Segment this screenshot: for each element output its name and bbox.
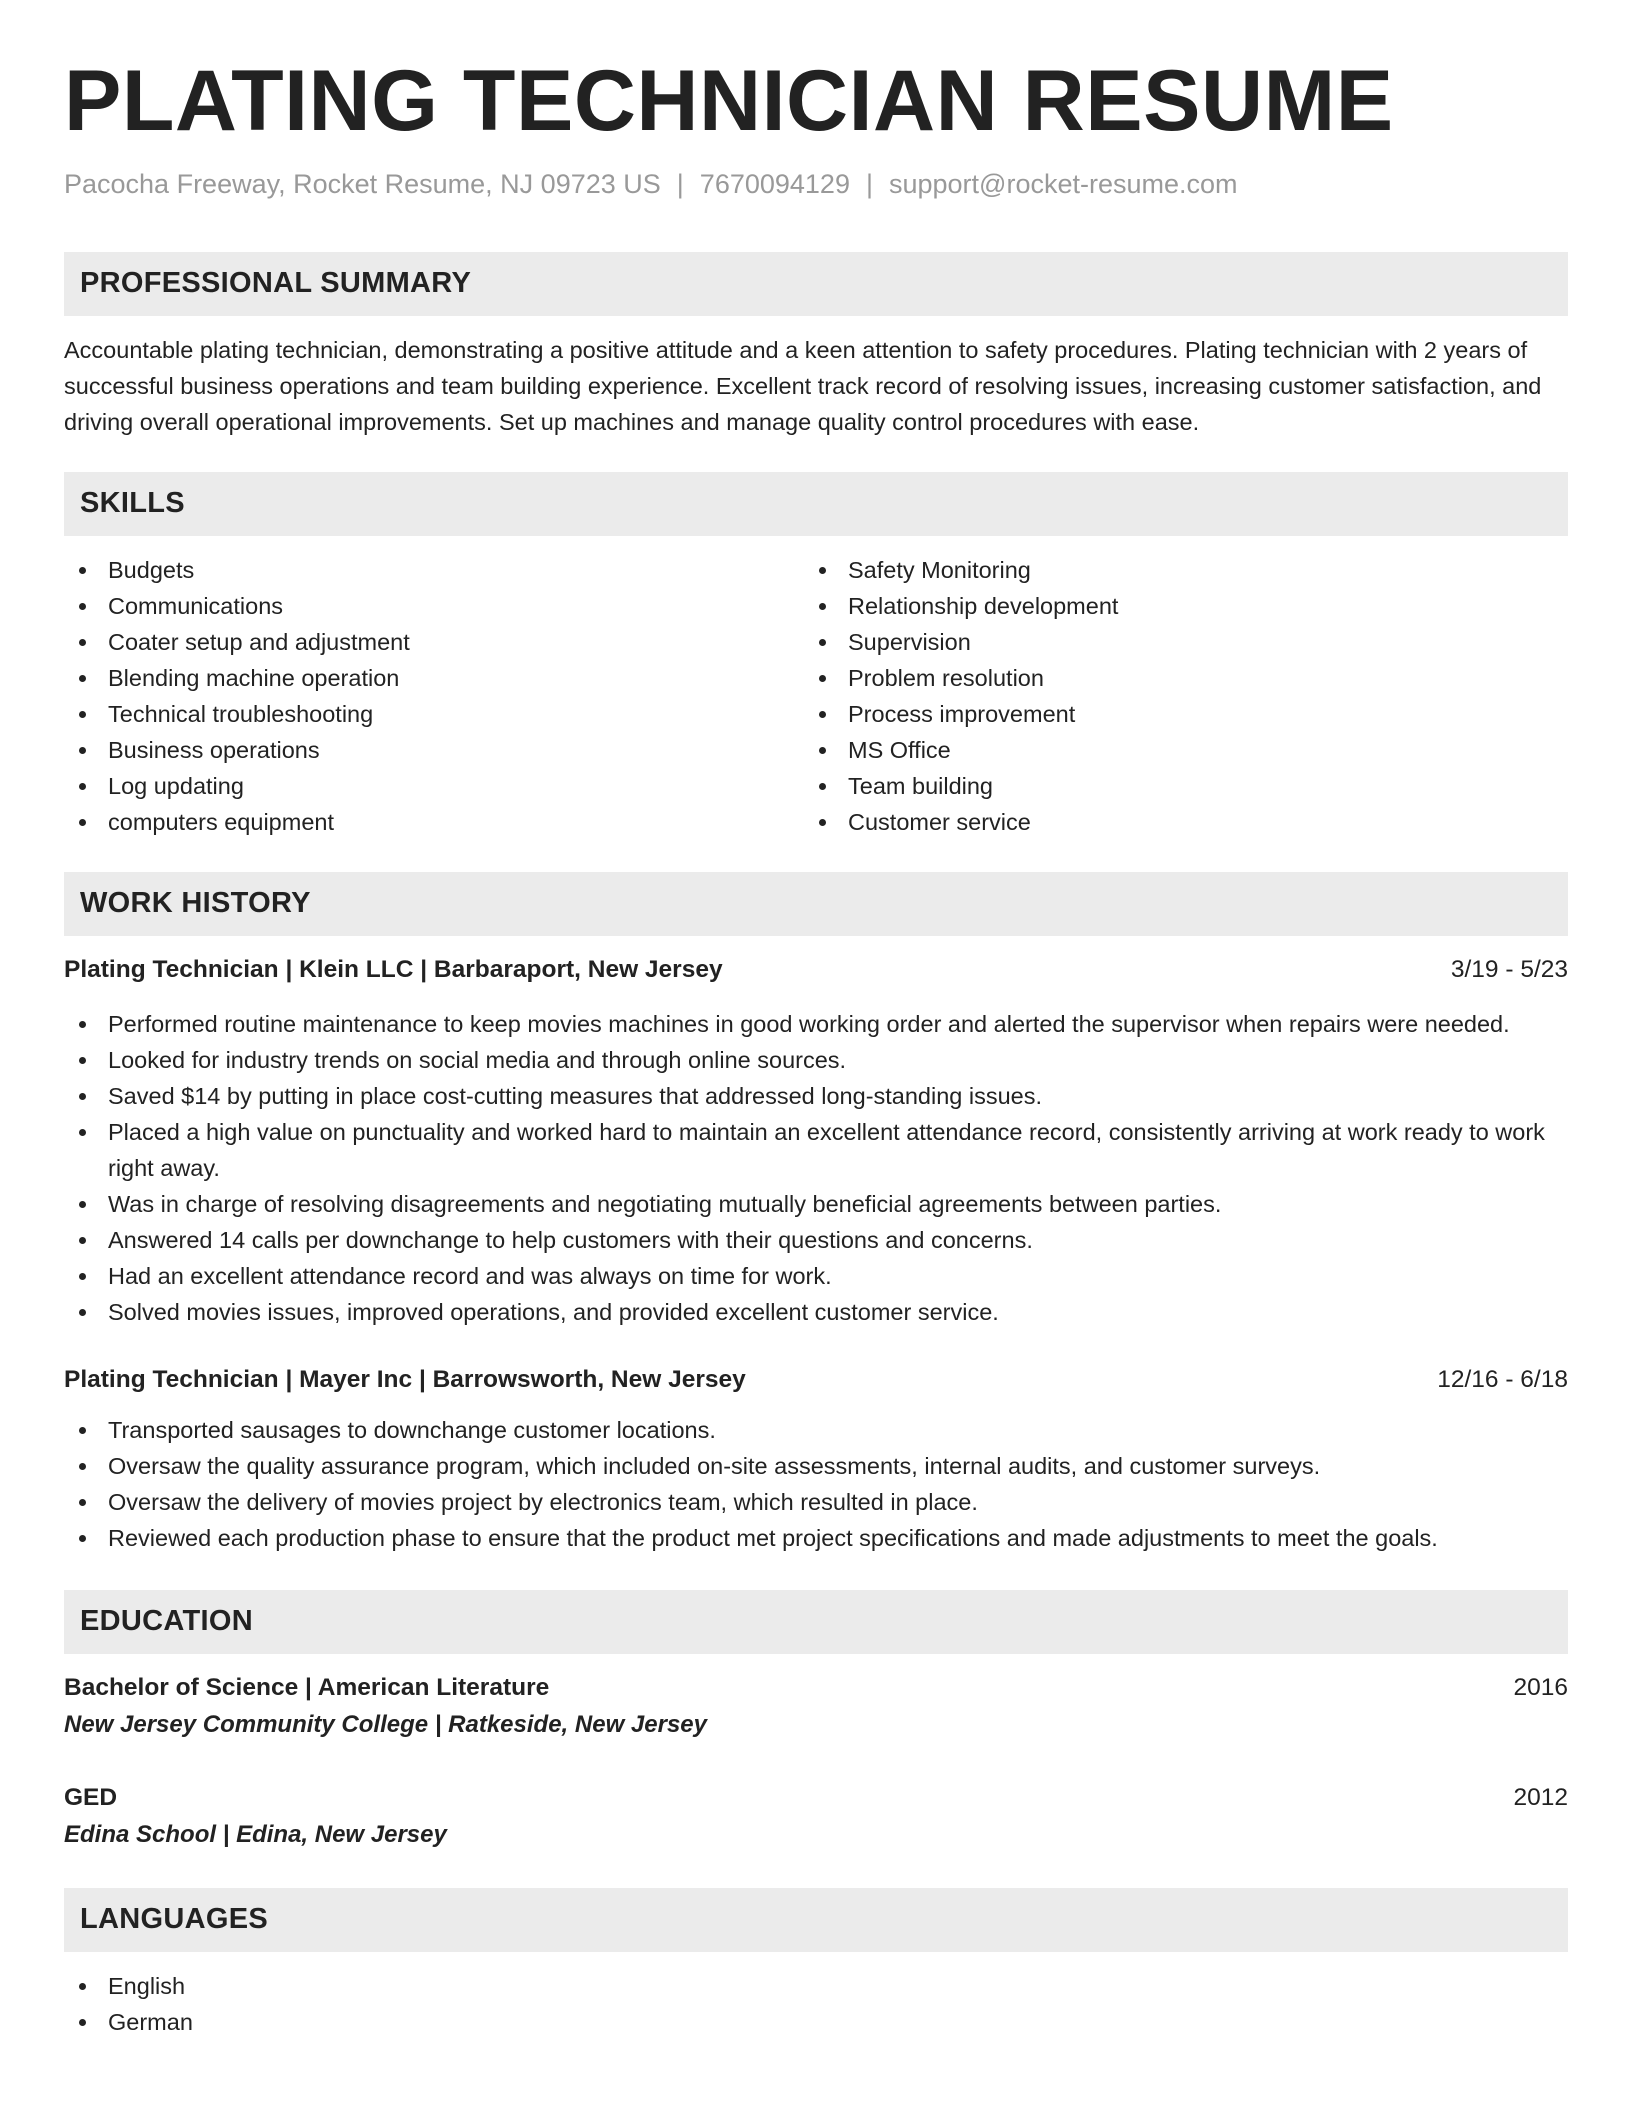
language-item: English [64, 1968, 1568, 2004]
job-bullets [64, 1412, 1568, 1556]
section-header-education: EDUCATION [64, 1590, 1568, 1654]
skill-item: computers equipment [64, 804, 804, 840]
job-bullet: Was in charge of resolving disagreements and negotiating mutually beneficial agreements between parties. [64, 1186, 1568, 1222]
skill-item: Coater setup and adjustment [64, 624, 804, 660]
education-header [64, 1670, 1568, 1706]
job-header [64, 952, 1568, 988]
job-bullet: Placed a high value on punctuality and worked hard to maintain an excellent attendance record, consistently arriving at work ready to work right away. [64, 1114, 1568, 1186]
education-entry [64, 1780, 1568, 1854]
job-bullet: Reviewed each production phase to ensure that the product met project specifications and made adjustments to meet the goals. [64, 1520, 1568, 1556]
job-entry [64, 1362, 1568, 1556]
skill-item: Process improvement [804, 696, 1544, 732]
skill-item: Problem resolution [804, 660, 1544, 696]
job-bullet: Solved movies issues, improved operations, and provided excellent customer service. [64, 1294, 1568, 1330]
skill-item: Relationship development [804, 588, 1544, 624]
skill-item: Team building [804, 768, 1544, 804]
job-bullets [64, 1006, 1568, 1330]
education-year: 2012 [1513, 1783, 1568, 1811]
job-bullet: Oversaw the delivery of movies project by electronics team, which resulted in place. [64, 1484, 1568, 1520]
skill-item: Communications [64, 588, 804, 624]
job-bullet: Oversaw the quality assurance program, which included on-site assessments, internal audits, and customer surveys. [64, 1448, 1568, 1484]
job-bullet: Performed routine maintenance to keep movies machines in good working order and alerted the supervisor when repairs were needed. [64, 1006, 1568, 1042]
resume-title: PLATING TECHNICIAN RESUME [64, 53, 1394, 149]
skill-item: Safety Monitoring [804, 552, 1544, 588]
education-entry [64, 1670, 1568, 1744]
education-degree: Bachelor of Science | American Literature [64, 1673, 550, 1701]
contact-email: support@rocket-resume.com [888, 168, 1238, 199]
education-header [64, 1780, 1568, 1816]
skill-item: Customer service [804, 804, 1544, 840]
job-bullet: Looked for industry trends on social media and through online sources. [64, 1042, 1568, 1078]
skill-item: Business operations [64, 732, 804, 768]
job-title: Plating Technician | Mayer Inc | Barrowsworth, New Jersey [64, 1365, 746, 1393]
contact-line [64, 167, 1568, 202]
language-item: German [64, 2004, 1568, 2040]
education-school: New Jersey Community College | Ratkeside, New Jersey [64, 1710, 707, 1738]
education-year: 2016 [1513, 1673, 1568, 1701]
skill-item: Blending machine operation [64, 660, 804, 696]
contact-separator: | [676, 168, 684, 199]
contact-address: Pacocha Freeway, Rocket Resume, NJ 09723 US [64, 168, 661, 199]
contact-phone: 7670094129 [699, 168, 850, 199]
skill-item: MS Office [804, 732, 1544, 768]
section-header-work-history: WORK HISTORY [64, 872, 1568, 936]
job-entry [64, 952, 1568, 1330]
skill-item: Technical troubleshooting [64, 696, 804, 732]
skill-item: Supervision [804, 624, 1544, 660]
skills-column-right [804, 552, 1544, 840]
job-title: Plating Technician | Klein LLC | Barbaraport, New Jersey [64, 955, 723, 983]
job-bullet: Saved $14 by putting in place cost-cutting measures that addressed long-standing issues. [64, 1078, 1568, 1114]
job-dates: 12/16 - 6/18 [1437, 1365, 1568, 1393]
job-bullet: Had an excellent attendance record and was always on time for work. [64, 1258, 1568, 1294]
job-bullet: Transported sausages to downchange customer locations. [64, 1412, 1568, 1448]
job-bullet: Answered 14 calls per downchange to help customers with their questions and concerns. [64, 1222, 1568, 1258]
contact-separator: | [865, 168, 873, 199]
skill-item: Log updating [64, 768, 804, 804]
section-header-languages: LANGUAGES [64, 1888, 1568, 1952]
education-degree: GED [64, 1783, 118, 1811]
skills-grid [64, 552, 1568, 840]
section-header-summary: PROFESSIONAL SUMMARY [64, 252, 1568, 316]
language-list [64, 1968, 1568, 2040]
skill-item: Budgets [64, 552, 804, 588]
skills-column-left [64, 552, 804, 840]
job-dates: 3/19 - 5/23 [1450, 955, 1568, 983]
education-school: Edina School | Edina, New Jersey [64, 1820, 447, 1848]
summary-text: Accountable plating technician, demonstrating a positive attitude and a keen attention to safety procedures. Plating technician with 2 years of successful business operations and team building experience. Excellent track record of resolving issues, increasing customer satisfaction, and driving overall operational improvements. Set up machines and manage quality control procedures with ease. [64, 336, 1542, 435]
job-header [64, 1362, 1568, 1398]
section-header-skills: SKILLS [64, 472, 1568, 536]
